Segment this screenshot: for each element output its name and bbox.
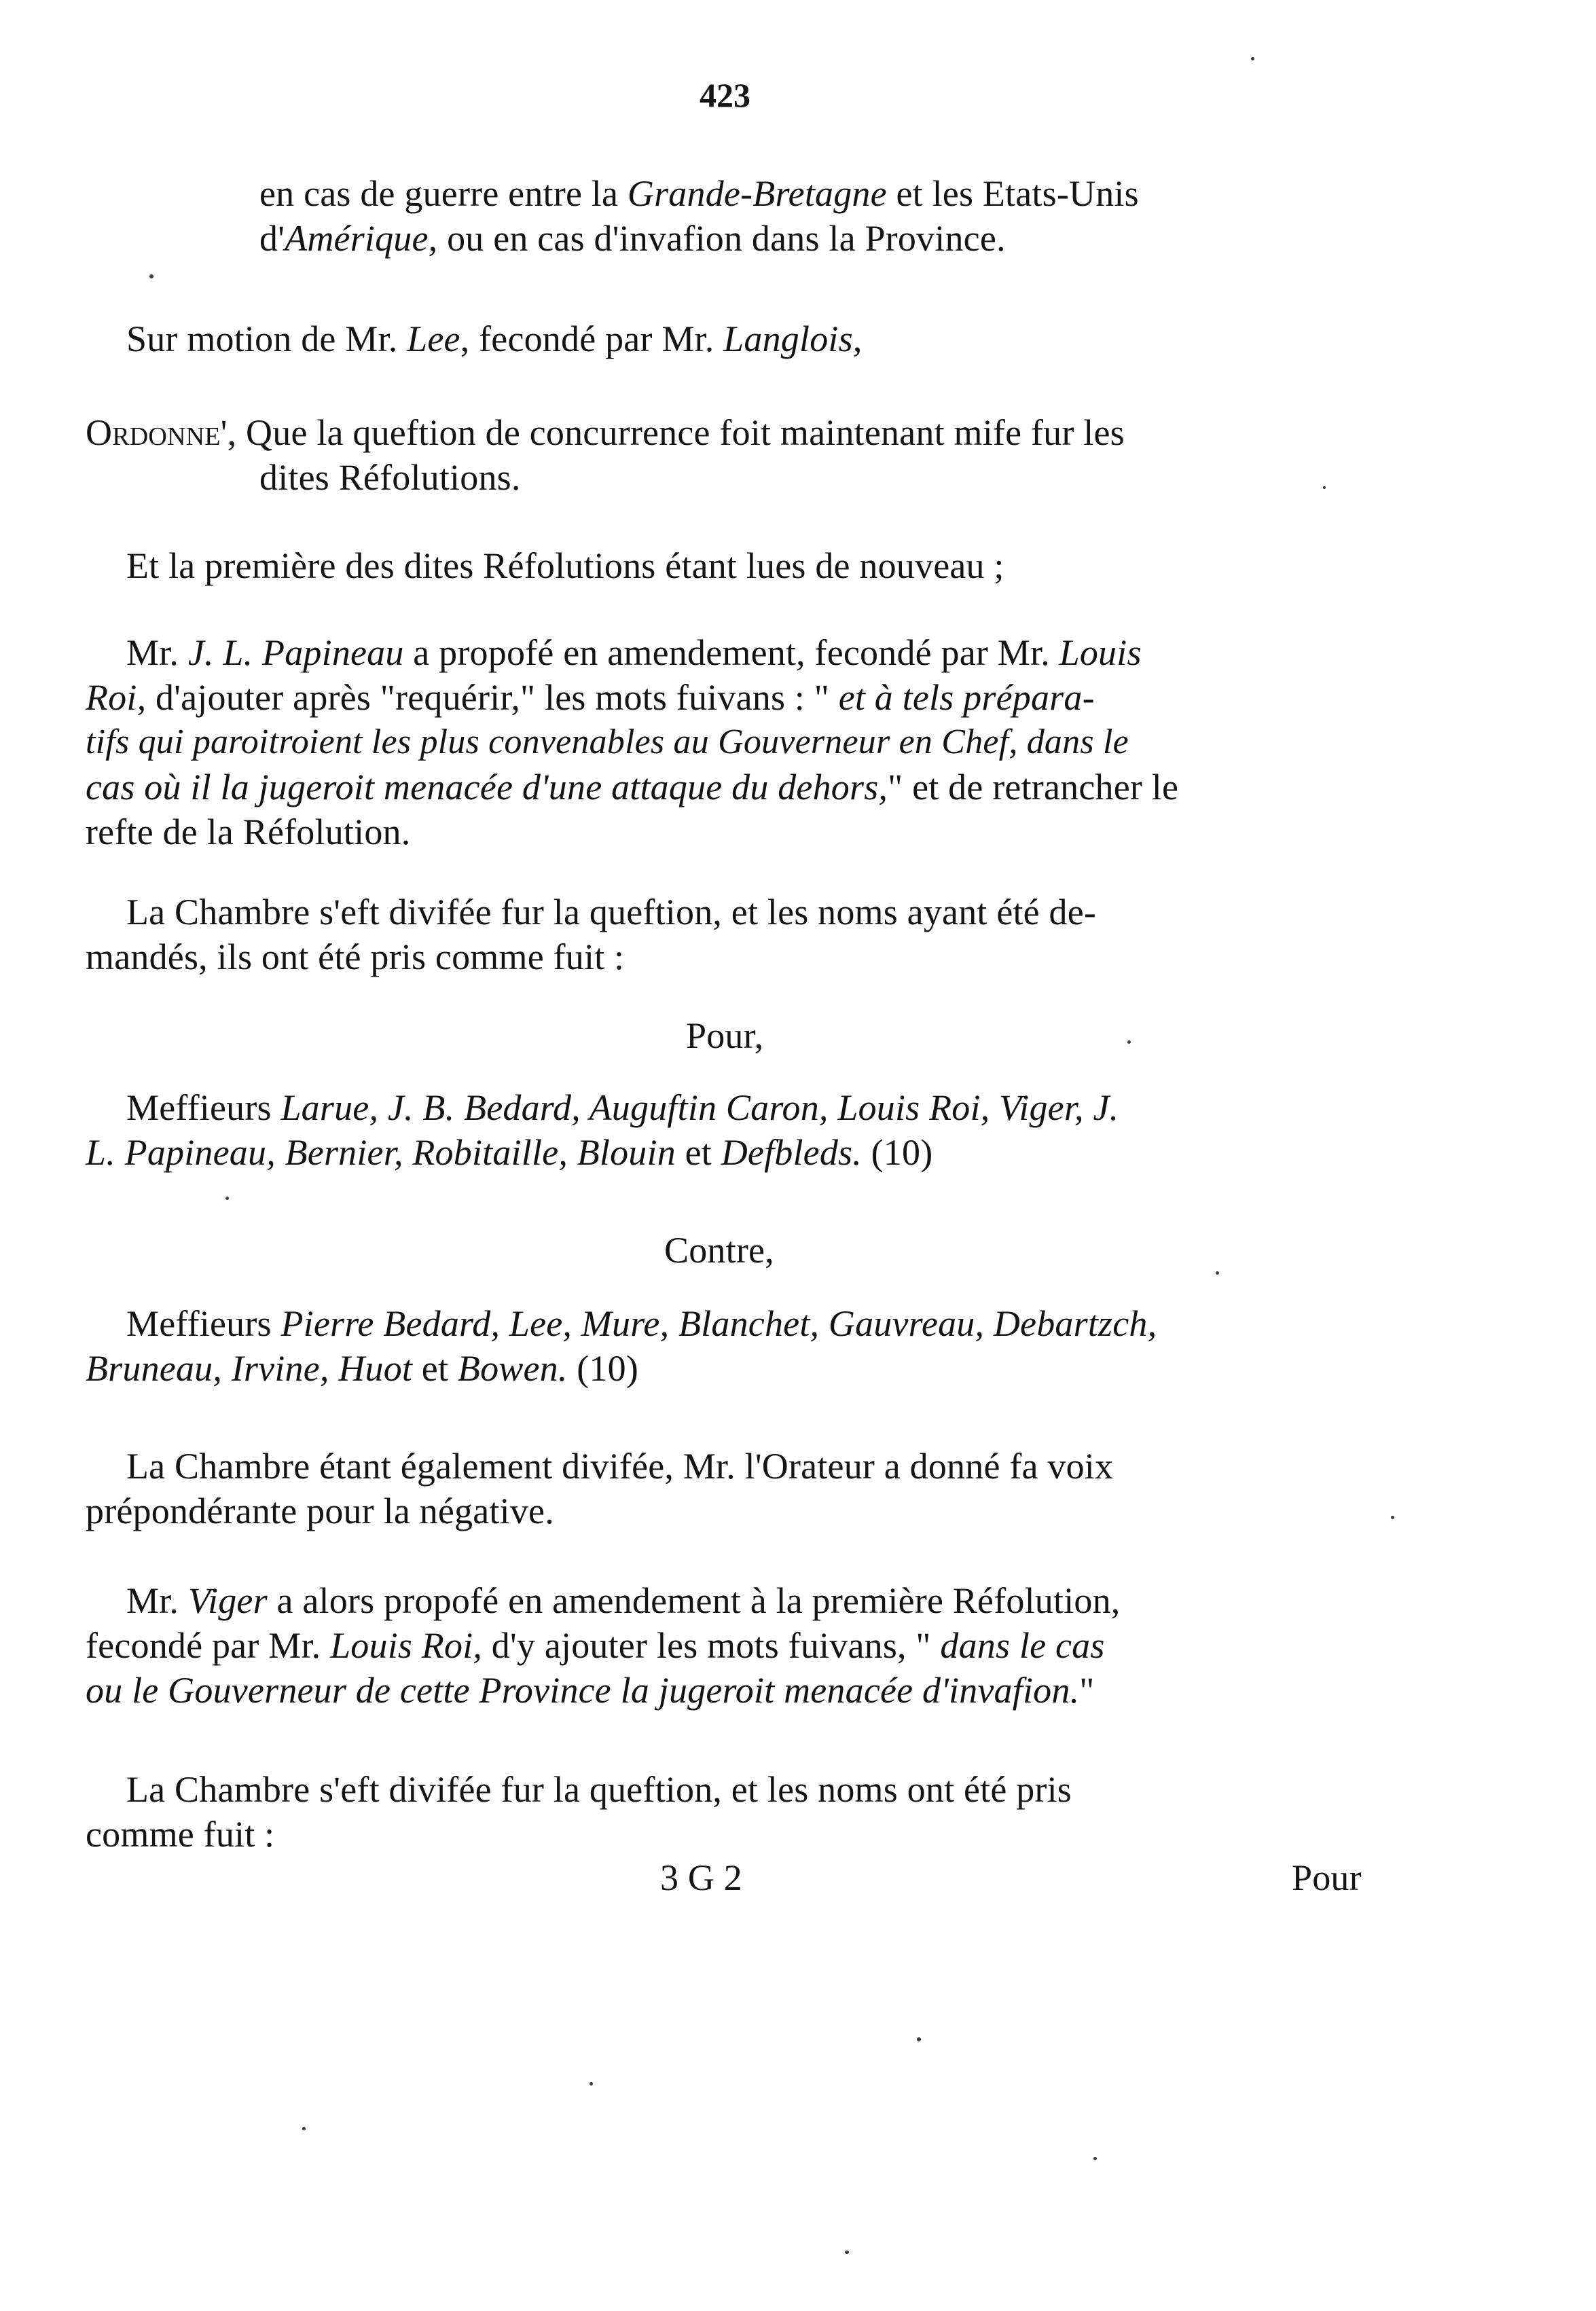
vote-count: (10) <box>861 1132 933 1173</box>
italic-run: et à tels prépara- <box>838 677 1095 718</box>
text-line <box>86 765 1178 809</box>
text-run: Sur motion de Mr. <box>126 319 407 359</box>
text-run: La Chambre s'eft divifée fur la queftion, et les noms ayant été de- <box>126 892 1097 932</box>
text-run: en cas de guerre entre la <box>259 173 628 214</box>
text-run: Mr. <box>126 632 188 673</box>
scan-speck <box>845 2251 849 2254</box>
scan-speck <box>1127 1040 1131 1044</box>
text-run: a propofé en amendement, fecondé par Mr. <box>403 632 1059 673</box>
italic-run: Defbleds. <box>721 1132 862 1173</box>
text-run: Meffieurs <box>126 1087 281 1128</box>
text-run: dites Réfolutions. <box>259 457 521 498</box>
catchword: Pour <box>1292 1857 1362 1898</box>
italic-run: tifs qui paroitroient les plus convenables au Gouverneur en Chef, dans le <box>86 723 1129 761</box>
text-run: Et la première des dites Réfolutions étant lues de nouveau ; <box>126 545 1004 586</box>
text-run: prépondérante pour la négative. <box>86 1491 554 1531</box>
italic-run: Louis Roi, <box>330 1625 483 1666</box>
text-run: d'y ajouter les mots fuivans, " <box>482 1625 941 1666</box>
italic-run: Larue, J. B. Bedard, Auguftin Caron, Louis Roi, Viger, J. <box>280 1087 1119 1128</box>
text-line <box>259 455 521 500</box>
text-line <box>86 809 410 854</box>
text-line <box>86 1489 554 1533</box>
text-run: " et de retrancher le <box>888 767 1179 807</box>
name-list-line <box>86 1130 932 1175</box>
scan-speck <box>917 2037 921 2041</box>
scan-speck <box>225 1197 229 1200</box>
text-line <box>126 890 1096 934</box>
italic-run: Lee <box>407 319 460 359</box>
text-run: ou en cas d'invafion dans la Province. <box>437 218 1006 259</box>
text-line <box>126 630 1142 675</box>
text-run: mandés, ils ont été pris comme fuit : <box>86 936 625 977</box>
italic-run: Grande-Bretagne <box>627 173 887 214</box>
text-line <box>259 171 1139 216</box>
italic-run: Roi, <box>86 677 147 718</box>
page-number: 423 <box>700 76 750 114</box>
text-run: et <box>675 1132 721 1173</box>
name-list-line <box>126 1301 1157 1346</box>
italic-run: cas où il la jugeroit menacée d'une attaque du dehors, <box>86 767 888 807</box>
scan-speck <box>1391 1516 1394 1519</box>
text-line <box>259 216 1006 261</box>
italic-run: L. Papineau, Bernier, Robitaille, Blouin <box>86 1132 676 1173</box>
scan-speck <box>1251 57 1254 60</box>
text-line <box>126 1444 1113 1489</box>
text-line <box>86 720 1129 765</box>
motion-line <box>126 316 863 361</box>
text-line <box>86 1812 274 1857</box>
scan-speck <box>149 274 153 278</box>
name-list-line <box>86 1346 638 1391</box>
order-line <box>86 410 1125 455</box>
text-run: Mr. <box>126 1580 188 1621</box>
text-line <box>126 1767 1072 1812</box>
order-heading: Ordonne' <box>86 412 228 453</box>
text-run: refte de la Réfolution. <box>86 812 411 852</box>
italic-run: Pierre Bedard, Lee, Mure, Blanchet, Gauvreau, Debartzch, <box>280 1303 1157 1344</box>
signature-mark: 3 G 2 <box>660 1857 742 1898</box>
italic-run: ou le Gouverneur de cette Province la jugeroit menacée d'invafion. <box>86 1670 1080 1711</box>
text-run: Meffieurs <box>126 1303 281 1344</box>
text-run: et <box>412 1348 458 1389</box>
text-run: comme fuit : <box>86 1814 275 1855</box>
vote-count: (10) <box>567 1348 639 1389</box>
text-run: , fecondé par Mr. <box>460 319 724 359</box>
italic-run: J. L. Papineau <box>187 632 404 673</box>
italic-run: Bowen. <box>457 1348 568 1389</box>
italic-run: Bruneau, Irvine, Huot <box>86 1348 413 1389</box>
italic-run: Louis <box>1059 632 1142 673</box>
text-run: a alors propofé en amendement à la première Réfolution, <box>267 1580 1121 1621</box>
vote-heading-pour: Pour, <box>686 1015 764 1056</box>
scan-speck <box>1323 486 1326 489</box>
text-run: , <box>852 319 863 359</box>
text-run: et les Etats-Unis <box>886 173 1139 214</box>
scan-speck <box>1216 1271 1219 1275</box>
italic-run: Viger <box>187 1580 268 1621</box>
italic-run: dans le cas <box>940 1625 1105 1666</box>
text-run: fecondé par Mr. <box>86 1625 331 1666</box>
italic-run: Amérique, <box>285 218 438 259</box>
text-line <box>126 1578 1121 1623</box>
text-line <box>86 1623 1105 1668</box>
text-run: d'ajouter après "requérir," les mots fuivans : " <box>146 677 839 718</box>
scan-speck <box>590 2082 593 2086</box>
scan-speck <box>302 2127 306 2130</box>
name-list-line <box>126 1085 1119 1130</box>
text-line <box>126 543 1004 588</box>
text-run: " <box>1079 1670 1095 1711</box>
scan-speck <box>1093 2157 1097 2160</box>
text-line <box>86 1668 1095 1713</box>
text-line <box>86 675 1095 720</box>
vote-heading-contre: Contre, <box>664 1230 774 1271</box>
text-run: La Chambre s'eft divifée fur la queftion, et les noms ont été pris <box>126 1769 1072 1810</box>
text-run: La Chambre étant également divifée, Mr. l'Orateur a donné fa voix <box>126 1446 1114 1487</box>
text-line <box>86 934 624 979</box>
italic-run: Langlois <box>723 319 853 359</box>
text-run: d' <box>259 218 285 259</box>
text-run: , Que la queftion de concurrence foit maintenant mife fur les <box>227 412 1125 453</box>
